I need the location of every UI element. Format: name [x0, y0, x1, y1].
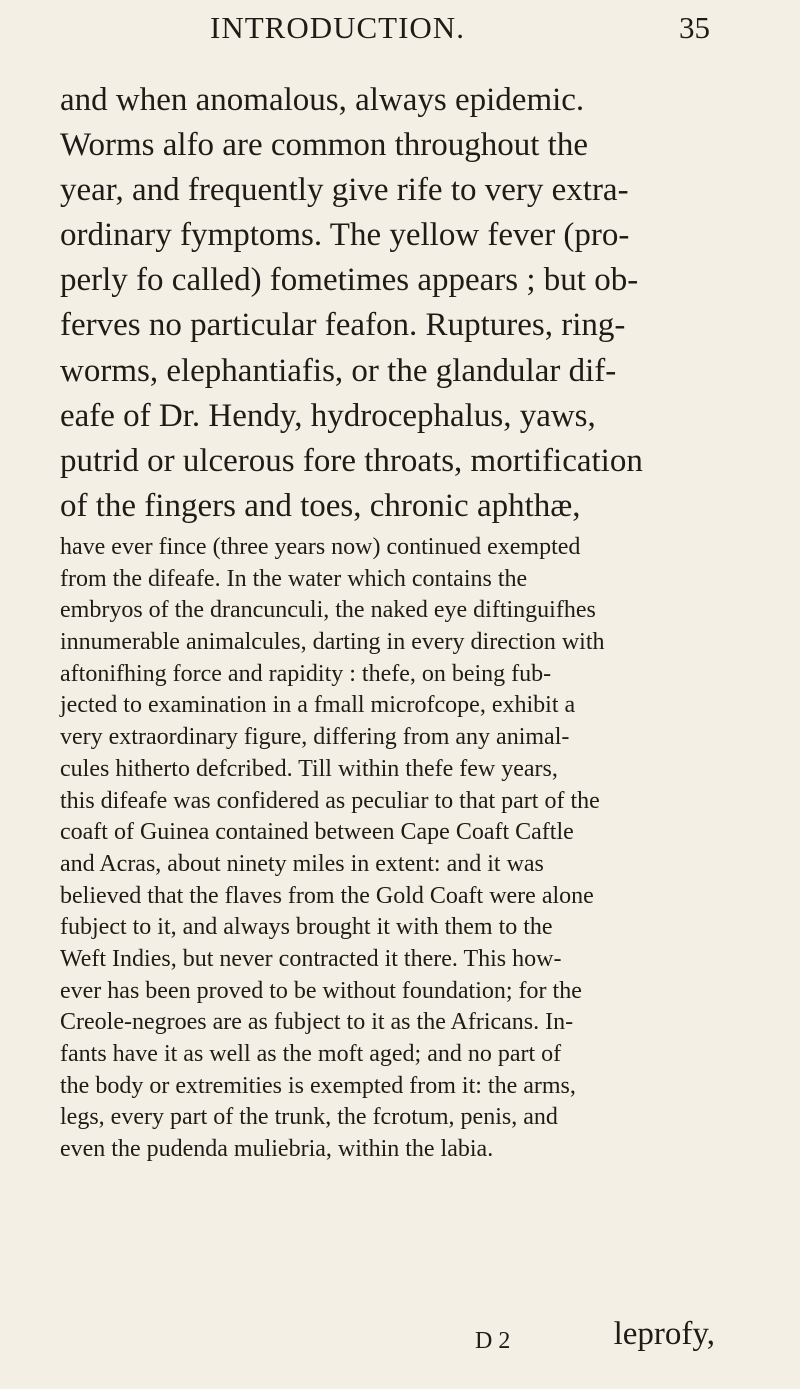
- footnote-line: cules hitherto defcribed. Till within thefe few years,: [60, 755, 558, 782]
- footnote-line: ever has been proved to be without foundation; for the: [60, 977, 582, 1004]
- main-text-block: [60, 78, 700, 529]
- catchword: leprofy,: [613, 1316, 715, 1352]
- running-header: [60, 8, 710, 56]
- signature-mark: D 2: [475, 1328, 511, 1354]
- footnote-text-block: [60, 532, 720, 1166]
- page-footer: [60, 1316, 715, 1361]
- footnote-line: aftonifhing force and rapidity : thefe, on being fub-: [60, 660, 552, 687]
- footnote-line: from the difeafe. In the water which contains the: [60, 565, 528, 592]
- footnote-line: legs, every part of the trunk, the fcrotum, penis, and: [60, 1104, 558, 1131]
- footnote-line: have ever fince (three years now) continued exempted: [60, 534, 581, 560]
- footnote-line: fubject to it, and always brought it with them to the: [60, 914, 553, 941]
- text-line: ferves no particular feafon. Ruptures, ring-: [60, 307, 626, 344]
- footnote-line: very extraordinary figure, differing from any animal-: [60, 724, 570, 751]
- text-line: eafe of Dr. Hendy, hydrocephalus, yaws,: [60, 397, 596, 434]
- text-line: and when anomalous, always epidemic.: [60, 82, 585, 118]
- running-title: INTRODUCTION.: [210, 10, 465, 45]
- footnote-line: coaft of Guinea contained between Cape Coaft Caftle: [60, 819, 574, 846]
- text-line: putrid or ulcerous fore throats, mortification: [60, 442, 643, 479]
- footnote-line: this difeafe was confidered as peculiar to that part of the: [60, 787, 600, 814]
- footnote-line: believed that the flaves from the Gold Coaft were alone: [60, 882, 594, 909]
- text-line: of the fingers and toes, chronic aphthæ,: [60, 487, 581, 524]
- footnote-line: Weft Indies, but never contracted it there. This how-: [60, 945, 562, 972]
- text-line: ordinary fymptoms. The yellow fever (pro-: [60, 217, 630, 254]
- text-line: Worms alfo are common throughout the: [60, 127, 588, 164]
- footnote-line: embryos of the drancunculi, the naked eye diftinguifhes: [60, 597, 596, 624]
- footnote-line: Creole-negroes are as fubject to it as the Africans. In-: [60, 1009, 574, 1036]
- footnote-line: the body or extremities is exempted from it: the arms,: [60, 1072, 576, 1099]
- footnote-line: fants have it as well as the moft aged; and no part of: [60, 1041, 562, 1067]
- footnote-line: innumerable animalcules, darting in every direction with: [60, 629, 605, 656]
- footnote-line: jected to examination in a fmall microfcope, exhibit a: [60, 692, 576, 719]
- text-line: year, and frequently give rife to very extra-: [60, 172, 629, 209]
- footnote-line: and Acras, about ninety miles in extent: and it was: [60, 850, 544, 877]
- footnote-line: even the pudenda muliebria, within the labia.: [60, 1136, 494, 1163]
- text-line: worms, elephantiafis, or the glandular dif-: [60, 352, 617, 389]
- page-number: 35: [679, 10, 710, 45]
- text-line: perly fo called) fometimes appears ; but ob-: [60, 262, 639, 299]
